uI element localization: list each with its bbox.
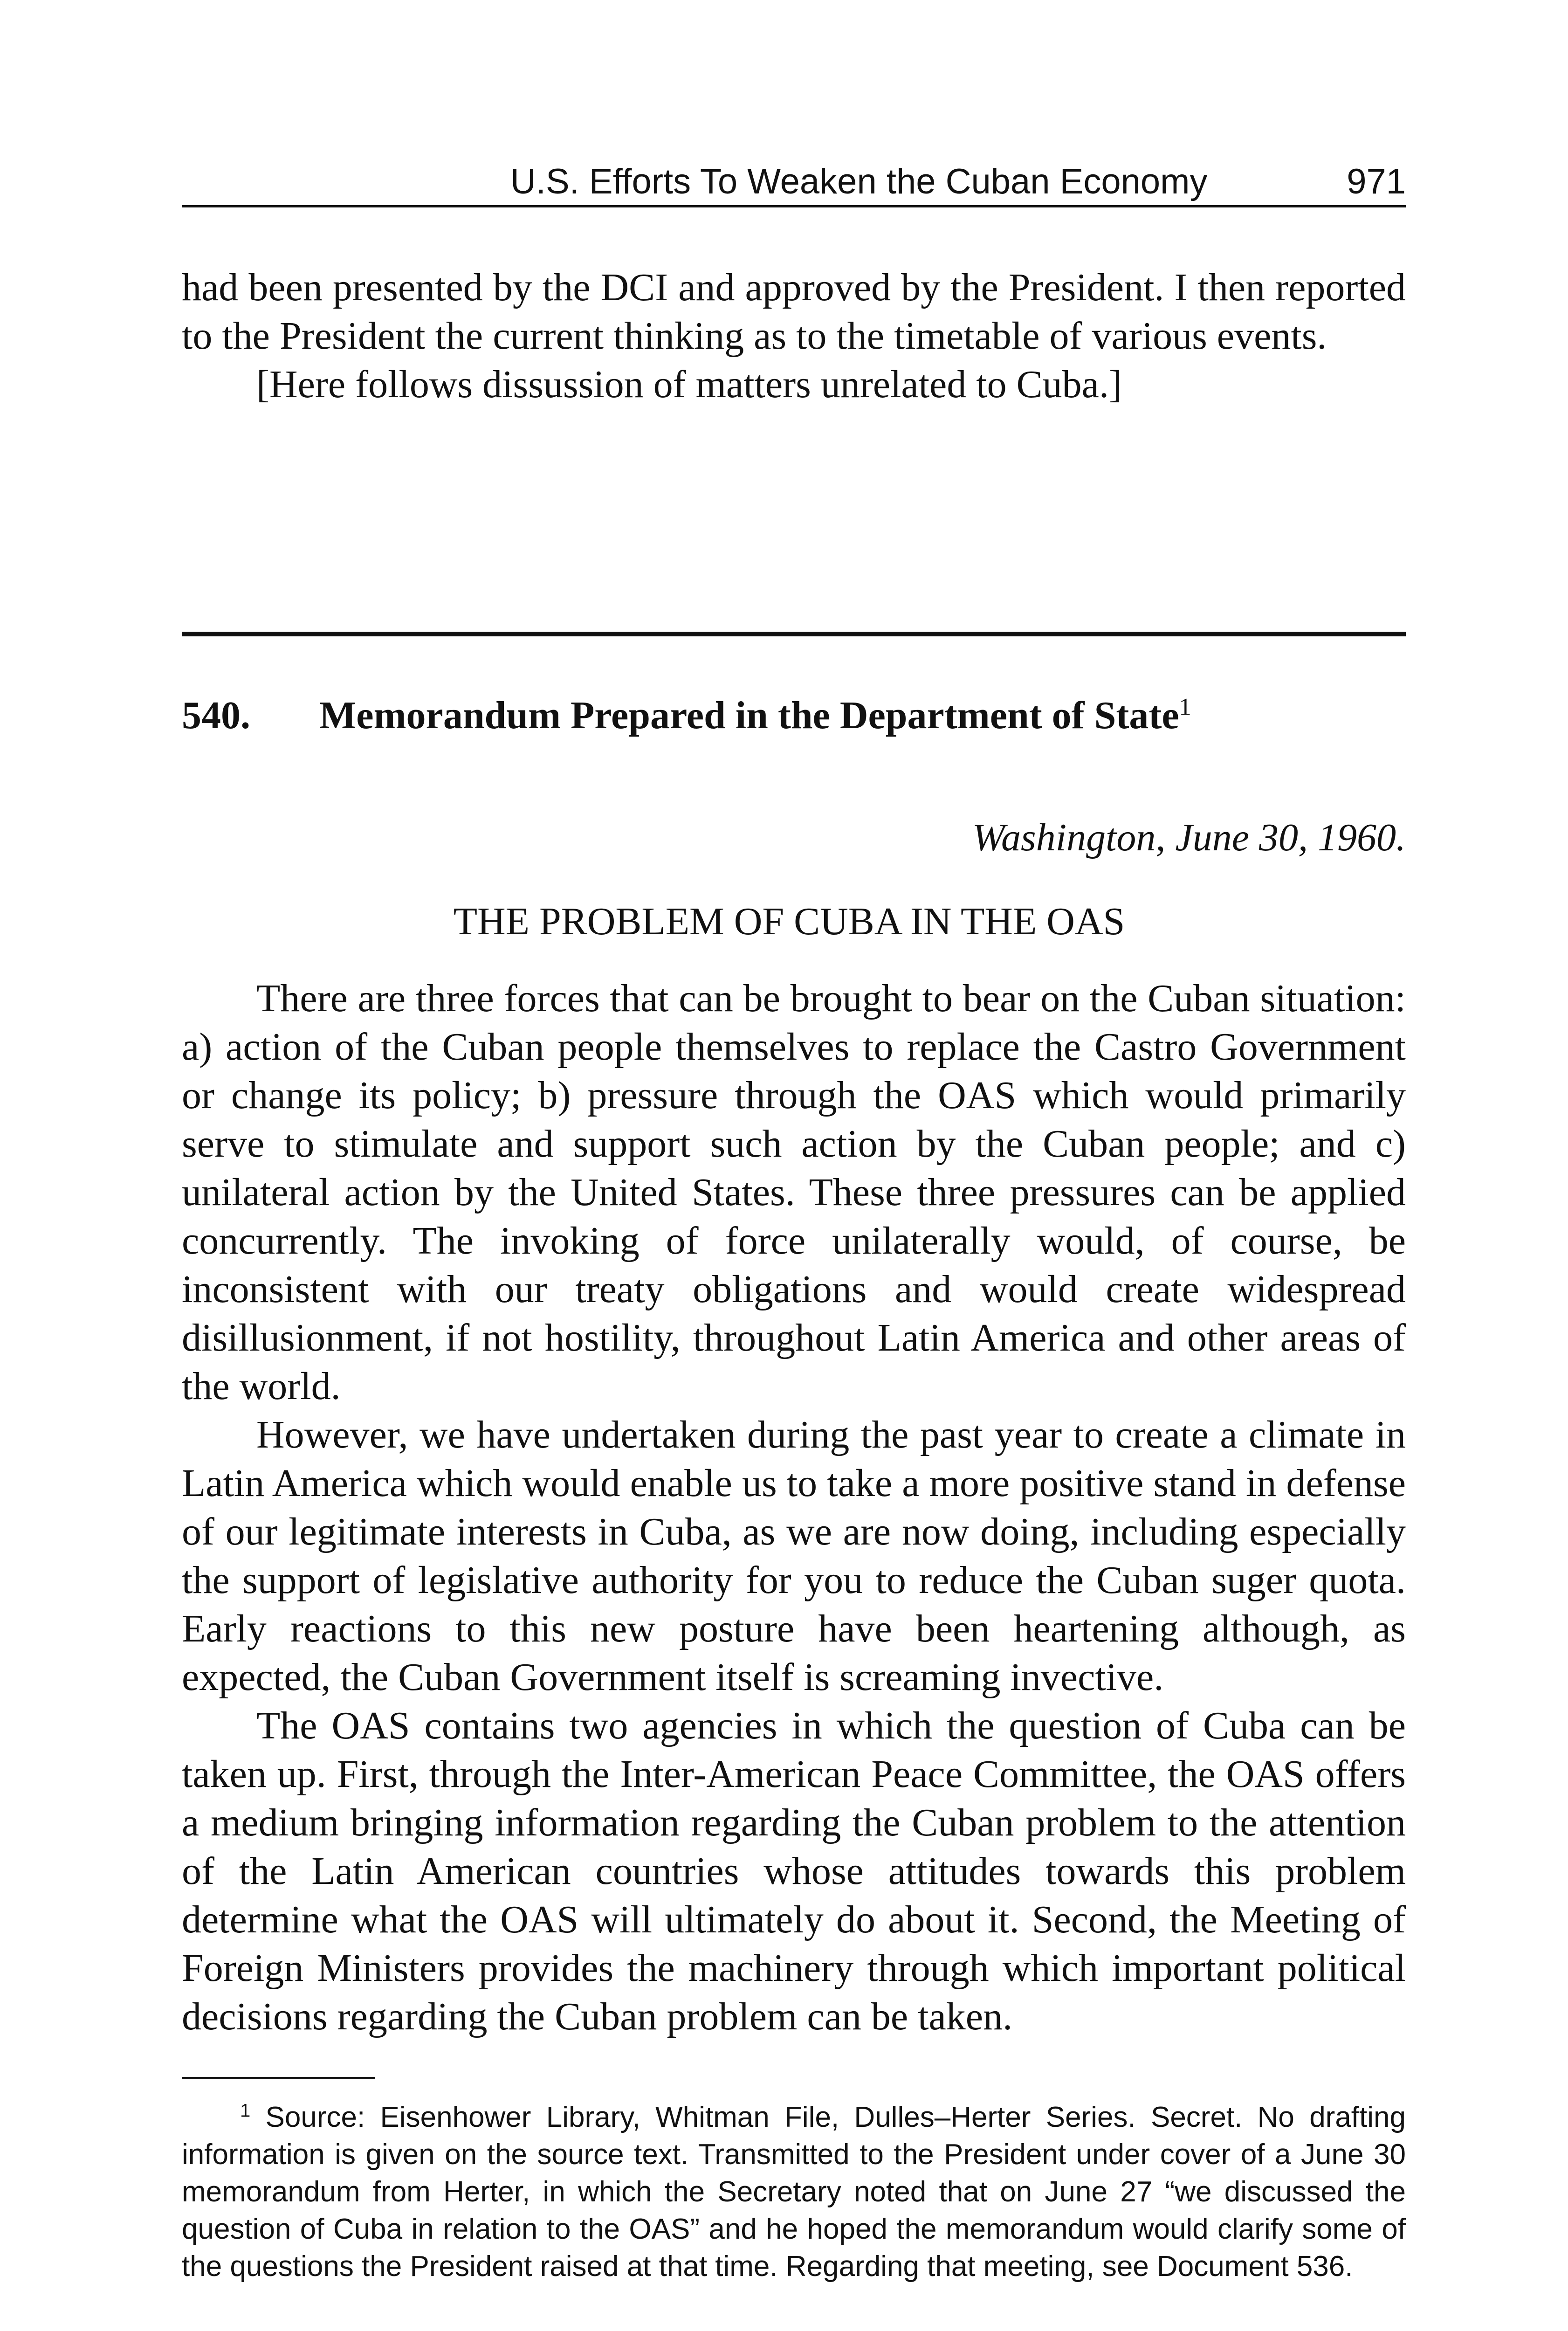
document-title: Memorandum Prepared in the Department of State bbox=[319, 694, 1179, 737]
footnote-rule bbox=[182, 2077, 375, 2079]
editorial-note: [Here follows dissussion of matters unrelated to Cuba.] bbox=[256, 363, 1122, 406]
footnote-text: Source: Eisenhower Library, Whitman File, Dulles–Herter Series. Secret. No drafting information is given on the source text. Transmitted to the President under cover of a June 30 memorandum from Herter, in which the Secretary noted that on June 27 “we discussed the question of Cuba in relation to the OAS” and he hoped the memorandum would clarify some of the questions the President raised at that time. Regarding that meeting, see Document 536. bbox=[182, 2101, 1406, 2283]
footnote-marker: 1 bbox=[240, 2100, 251, 2121]
continuation-text bbox=[182, 263, 1406, 409]
footnote bbox=[182, 2099, 1406, 2285]
page-number: 971 bbox=[1347, 162, 1406, 201]
memo-paragraph: There are three forces that can be brought to bear on the Cuban situation: a) action of the Cuban people themselves to replace the Castro Government or change its policy; b) pressure through the OAS which would primarily serve to stimulate and support such action by the Cuban people; and c) unilateral action by the United States. These three pressures can be applied concurrently. The invoking of force unilaterally would, of course, be inconsistent with our treaty obligations and would create widespread disillusionment, if not hostility, throughout Latin America and other areas of the world. bbox=[182, 977, 1406, 1408]
dateline: Washington, June 30, 1960. bbox=[972, 816, 1406, 859]
heading-footnote-marker: 1 bbox=[1179, 694, 1191, 720]
running-head-title: U.S. Efforts To Weaken the Cuban Economy bbox=[510, 162, 1208, 201]
memo-paragraph: The OAS contains two agencies in which the question of Cuba can be taken up. First, through the Inter-American Peace Committee, the OAS offers a medium bringing information regarding the Cuban problem to the attention of the Latin American countries whose attitudes towards this problem determine what the OAS will ultimately do about it. Second, the Meeting of Foreign Ministers provides the machinery through which important political decisions regarding the Cuban problem can be taken. bbox=[182, 1704, 1406, 2038]
memo-subject-text: THE PROBLEM OF CUBA IN THE OAS bbox=[453, 900, 1125, 943]
section-divider bbox=[182, 632, 1406, 636]
memo-paragraph: However, we have undertaken during the past year to create a climate in Latin America which would enable us to take a more positive stand in defense of our legitimate interests in Cuba, as we are now doing, including especially the support of legislative authority for you to reduce the Cuban suger quota. Early reactions to this new posture have been heartening although, as expected, the Cuban Government itself is screaming invective. bbox=[182, 1413, 1406, 1699]
memo-subject bbox=[182, 897, 1406, 946]
running-head bbox=[182, 161, 1406, 207]
document-number: 540. bbox=[182, 694, 250, 737]
memo-body bbox=[182, 974, 1406, 2041]
document-title-line bbox=[319, 690, 1191, 741]
continuation-paragraph: had been presented by the DCI and approved by the President. I then reported to the President the current thinking as to the timetable of various events. bbox=[182, 266, 1406, 358]
